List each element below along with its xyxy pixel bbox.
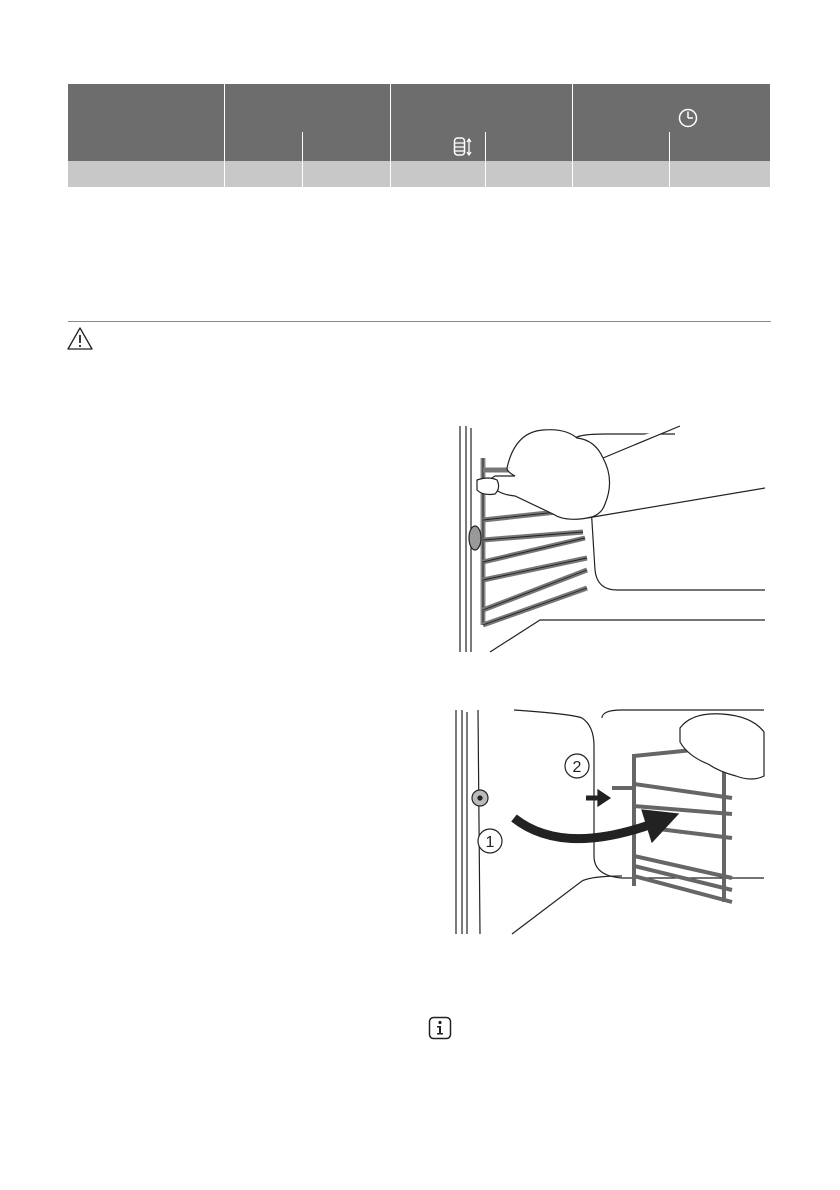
table-header (68, 84, 770, 161)
column-divider (390, 84, 391, 187)
column-divider (572, 84, 573, 187)
step-label-1 (478, 829, 502, 853)
info-icon (428, 1016, 452, 1040)
table-row (68, 161, 770, 187)
clock-icon (678, 108, 698, 128)
settings-table (68, 84, 770, 187)
svg-text:2: 2 (572, 759, 582, 776)
warning-triangle-icon (66, 326, 94, 352)
remove-shelf-support-figure (455, 420, 770, 658)
step-label-2 (565, 754, 589, 778)
subcolumn-divider (485, 132, 486, 187)
svg-text:1: 1 (485, 834, 495, 851)
subcolumn-divider (669, 132, 670, 187)
subcolumn-divider (302, 132, 303, 187)
install-shelf-support-figure (452, 706, 770, 938)
shelf-level-icon (453, 136, 473, 158)
column-divider (224, 84, 225, 187)
section-divider (68, 321, 771, 322)
